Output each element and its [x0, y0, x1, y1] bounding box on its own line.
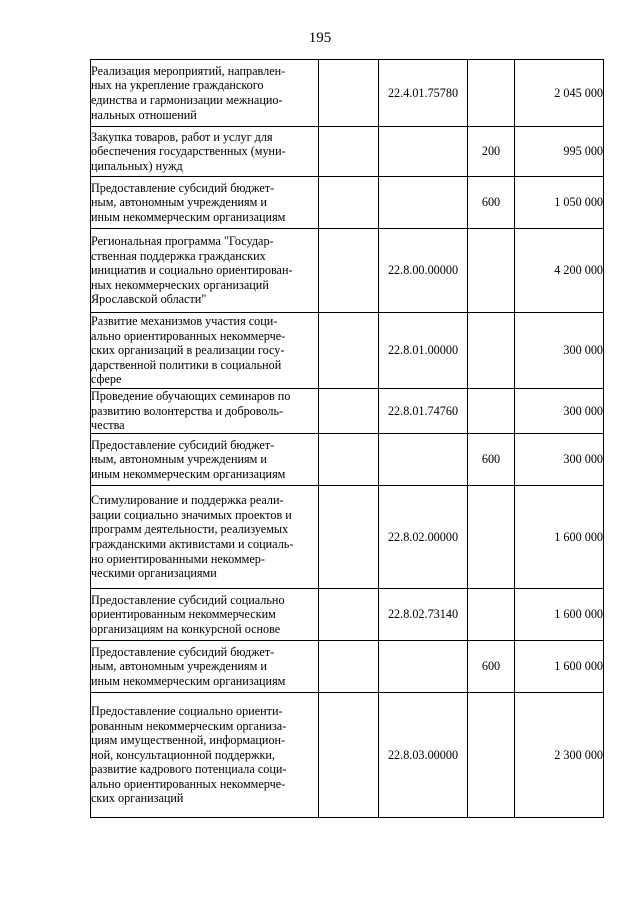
row-name-cell — [91, 229, 319, 313]
row-extra-cell — [319, 60, 379, 127]
row-expense-type: 600 — [468, 434, 515, 486]
row-code — [379, 177, 468, 229]
row-name: Предоставление субсидий бюджет- ным, автономным учреждениям и иным некоммерческим организациям — [91, 180, 286, 224]
row-extra-cell — [319, 486, 379, 589]
table-row — [91, 589, 604, 641]
row-name-cell — [91, 127, 319, 177]
row-expense-type — [468, 60, 515, 127]
row-amount: 1 600 000 — [515, 641, 604, 693]
row-amount: 4 200 000 — [515, 229, 604, 313]
table-row — [91, 389, 604, 434]
row-name: Закупка товаров, работ и услуг для обеспечения государственных (муни- ципальных) нужд — [91, 129, 286, 173]
row-amount: 1 600 000 — [515, 486, 604, 589]
row-name: Реализация мероприятий, направлен- ных на укрепление гражданского единства и гармонизации межнацио- нальных отношений — [91, 63, 286, 122]
row-amount: 300 000 — [515, 434, 604, 486]
table-row — [91, 229, 604, 313]
row-amount: 2 045 000 — [515, 60, 604, 127]
row-extra-cell — [319, 389, 379, 434]
row-name: Предоставление субсидий социально ориентированным некоммерческим организациям на конкурсной основе — [91, 592, 285, 636]
row-amount: 300 000 — [515, 389, 604, 434]
row-amount: 300 000 — [515, 313, 604, 389]
row-code: 22.8.01.00000 — [379, 313, 468, 389]
row-expense-type: 200 — [468, 127, 515, 177]
table-row — [91, 486, 604, 589]
row-code — [379, 127, 468, 177]
row-extra-cell — [319, 313, 379, 389]
row-expense-type — [468, 486, 515, 589]
row-name-cell — [91, 313, 319, 389]
row-extra-cell — [319, 127, 379, 177]
row-name: Стимулирование и поддержка реали- зации социально значимых проектов и программ деятельности, реализуемых гражданскими активистами и социаль- но ориентированными некоммер- ческими организациями — [91, 493, 294, 581]
row-code: 22.8.00.00000 — [379, 229, 468, 313]
row-extra-cell — [319, 229, 379, 313]
row-name-cell — [91, 60, 319, 127]
row-name-cell — [91, 693, 319, 818]
row-amount: 1 600 000 — [515, 589, 604, 641]
row-expense-type — [468, 229, 515, 313]
row-extra-cell — [319, 434, 379, 486]
row-amount: 995 000 — [515, 127, 604, 177]
row-code: 22.8.02.73140 — [379, 589, 468, 641]
table-row — [91, 641, 604, 693]
row-name-cell — [91, 641, 319, 693]
table-row — [91, 313, 604, 389]
row-extra-cell — [319, 693, 379, 818]
row-amount: 2 300 000 — [515, 693, 604, 818]
row-name: Предоставление субсидий бюджет- ным, автономным учреждениям и иным некоммерческим организациям — [91, 437, 286, 481]
row-code: 22.8.01.74760 — [379, 389, 468, 434]
row-code — [379, 641, 468, 693]
budget-table — [90, 59, 604, 818]
row-name: Региональная программа "Государ- ственная поддержка гражданских инициатив и социально ориентирован- ных некоммерческих организаций Ярославской области" — [91, 234, 293, 307]
row-code: 22.8.02.00000 — [379, 486, 468, 589]
row-extra-cell — [319, 641, 379, 693]
table-row — [91, 177, 604, 229]
row-expense-type — [468, 389, 515, 434]
row-name: Проведение обучающих семинаров по развитию волонтерства и доброволь- чества — [91, 389, 291, 433]
table-row — [91, 434, 604, 486]
table-row — [91, 127, 604, 177]
page-number: 195 — [308, 30, 332, 46]
row-name: Предоставление социально ориенти- рованным некоммерческим организа- циям имущественной, информацион- ной, консультационной поддержки, развитие кадрового потенциала соци- ально ориентированных некоммерче- ских организаций — [91, 703, 287, 806]
row-name: Предоставление субсидий бюджет- ным, автономным учреждениям и иным некоммерческим организациям — [91, 644, 286, 688]
row-code: 22.8.03.00000 — [379, 693, 468, 818]
row-extra-cell — [319, 589, 379, 641]
row-expense-type — [468, 589, 515, 641]
row-extra-cell — [319, 177, 379, 229]
row-amount: 1 050 000 — [515, 177, 604, 229]
row-expense-type — [468, 693, 515, 818]
row-name-cell — [91, 434, 319, 486]
row-name-cell — [91, 177, 319, 229]
row-expense-type — [468, 313, 515, 389]
row-code — [379, 434, 468, 486]
row-expense-type: 600 — [468, 177, 515, 229]
row-name-cell — [91, 389, 319, 434]
row-name-cell — [91, 589, 319, 641]
table-row — [91, 60, 604, 127]
row-expense-type: 600 — [468, 641, 515, 693]
row-name-cell — [91, 486, 319, 589]
row-name: Развитие механизмов участия соци- ально ориентированных некоммерче- ских организаций в реализации госу- дарственной политики в социальной сфере — [91, 314, 286, 387]
table-row — [91, 693, 604, 818]
row-code: 22.4.01.75780 — [379, 60, 468, 127]
